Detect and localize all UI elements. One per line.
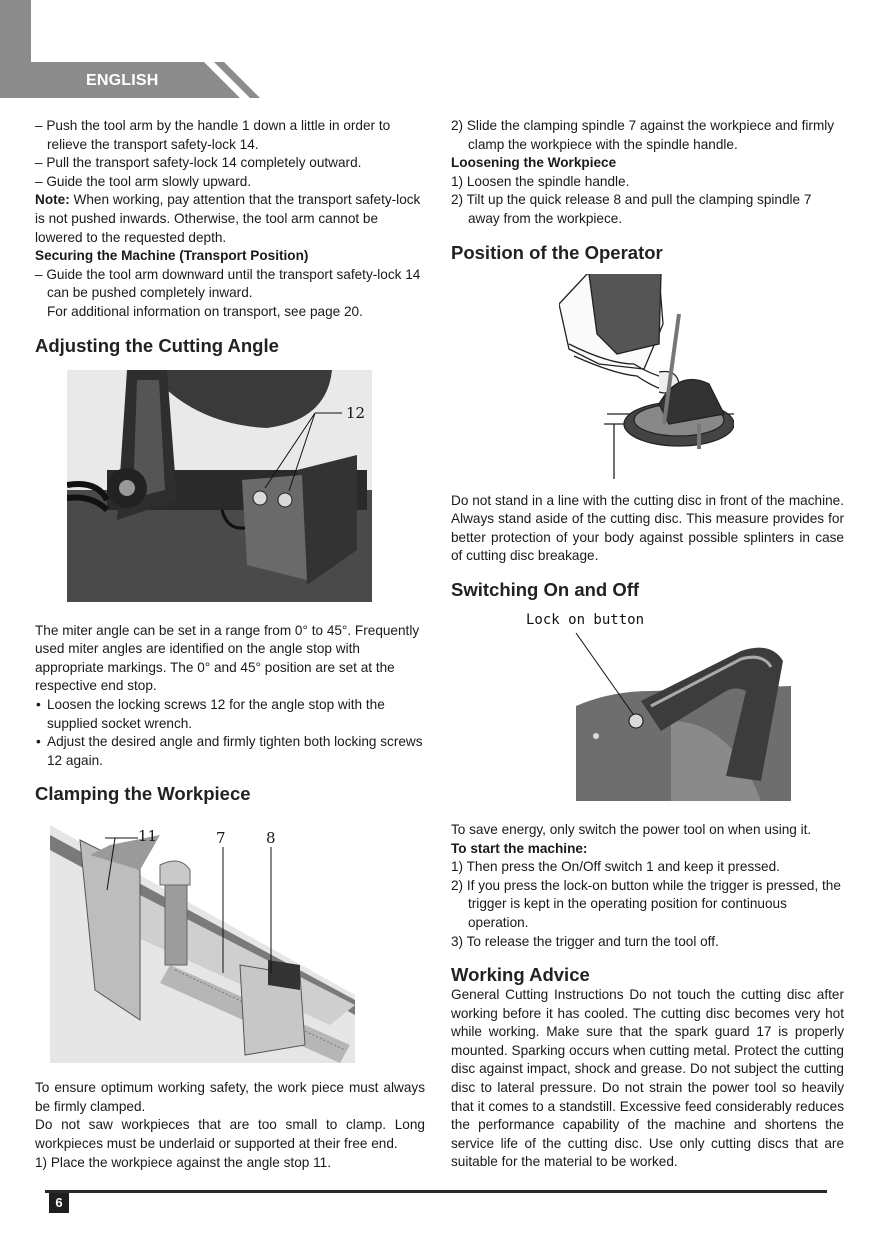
operator-text: Do not stand in a line with the cutting disc in front of the machine. Always stand aside of the cutting disc. This measure provides for better protection of your body against possible splinters in case of cutting disc breakage. bbox=[451, 492, 844, 564]
loosening-step: 2) Tilt up the quick release 8 and pull the clamping spindle 7 away from the workpiece. bbox=[451, 192, 812, 226]
miter-bullet: • Adjust the desired angle and firmly tighten both locking screws 12 again. bbox=[35, 733, 425, 770]
clamping-figure bbox=[50, 825, 355, 1063]
intro-item: – Push the tool arm by the handle 1 down a little in order to relieve the transport safety-lock 14. bbox=[35, 118, 391, 152]
switch-figure bbox=[521, 611, 791, 801]
page-number: 6 bbox=[49, 1193, 69, 1213]
operator-figure bbox=[559, 274, 734, 479]
note-label: Note: bbox=[35, 192, 70, 208]
language-label: ENGLISH bbox=[86, 72, 159, 89]
operator-heading: Position of the Operator bbox=[451, 241, 663, 263]
start-step: 3) To release the trigger and turn the tool off. bbox=[451, 933, 719, 949]
securing-item: – Guide the tool arm downward until the transport safety-lock 14 can be pushed completely inward. bbox=[35, 266, 421, 301]
header-corner-block bbox=[0, 0, 31, 62]
right-column bbox=[451, 117, 844, 1172]
clamping-text-2: Do not saw workpieces that are too small to clamp. Long workpieces must be underlaid or supported at their free end. bbox=[35, 1117, 425, 1152]
working-heading: Working Advice bbox=[451, 964, 590, 986]
miter-bullet: • Loosen the locking screws 12 for the angle stop with the supplied socket wrench. bbox=[35, 696, 425, 733]
cutting-angle-heading: Adjusting the Cutting Angle bbox=[35, 334, 279, 356]
figure-label-11: 11 bbox=[138, 827, 158, 846]
working-text: General Cutting Instructions Do not touch the cutting disc after working before it has cooled. The cutting disc becomes very hot while working. Make sure that the spark guard 17 is properly mounted. Sparking occurs when cutting metal. Protect the cutting disc against impact, shock and grease. Do not subject the cutting disc to lateral pressure. Do not strain the power tool so heavily that it comes to a standstill. Excessive feed considerably reduces the performance capability of the machine and shortens the service life of the cutting disc. Use only cutting discs that are suitable for the material to be worked. bbox=[451, 987, 844, 1170]
start-step: 2) If you press the lock-on button while the trigger is pressed, the trigger is kept in the operating position for continuous operation. bbox=[451, 877, 841, 930]
figure-label-8: 8 bbox=[266, 829, 276, 848]
left-column bbox=[35, 117, 425, 1172]
figure-label-12: 12 bbox=[346, 403, 366, 422]
note-paragraph bbox=[35, 191, 425, 247]
intro-item: – Guide the tool arm slowly upward. bbox=[35, 173, 252, 189]
energy-text: To save energy, only switch the power tool on when using it. bbox=[451, 821, 812, 837]
clamping-text-1: To ensure optimum working safety, the work piece must always be firmly clamped. bbox=[35, 1080, 425, 1114]
clamping-step: 2) Slide the clamping spindle 7 against the workpiece and firmly clamp the workpiece with the spindle handle. bbox=[451, 118, 835, 152]
securing-heading: Securing the Machine (Transport Position) bbox=[35, 248, 309, 264]
loosening-step: 1) Loosen the spindle handle. bbox=[451, 173, 630, 189]
miter-text: The miter angle can be set in a range from 0° to 45°. Frequently used miter angles are identified on the angle stop with appropriate markings. The 0° and 45° position are set at the respective end stop. bbox=[35, 622, 420, 694]
figure-label-7: 7 bbox=[216, 829, 226, 848]
clamping-heading: Clamping the Workpiece bbox=[35, 783, 251, 805]
intro-item: – Pull the transport safety-lock 14 completely outward. bbox=[35, 155, 362, 171]
switching-heading: Switching On and Off bbox=[451, 578, 640, 600]
securing-extra: For additional information on transport, see page 20. bbox=[47, 303, 363, 319]
clamping-step: 1) Place the workpiece against the angle stop 11. bbox=[35, 1154, 331, 1170]
cutting-angle-figure bbox=[67, 370, 372, 602]
note-text: When working, pay attention that the transport safety-lock is not pushed inwards. Otherwise, the tool arm cannot be lowered to the requested depth. bbox=[35, 192, 421, 245]
start-step: 1) Then press the On/Off switch 1 and keep it pressed. bbox=[451, 859, 780, 875]
footer-rule bbox=[45, 1190, 827, 1193]
loosening-heading: Loosening the Workpiece bbox=[451, 155, 617, 171]
start-label: To start the machine: bbox=[451, 840, 588, 856]
figure-label-lock-on: Lock on button bbox=[526, 611, 645, 628]
